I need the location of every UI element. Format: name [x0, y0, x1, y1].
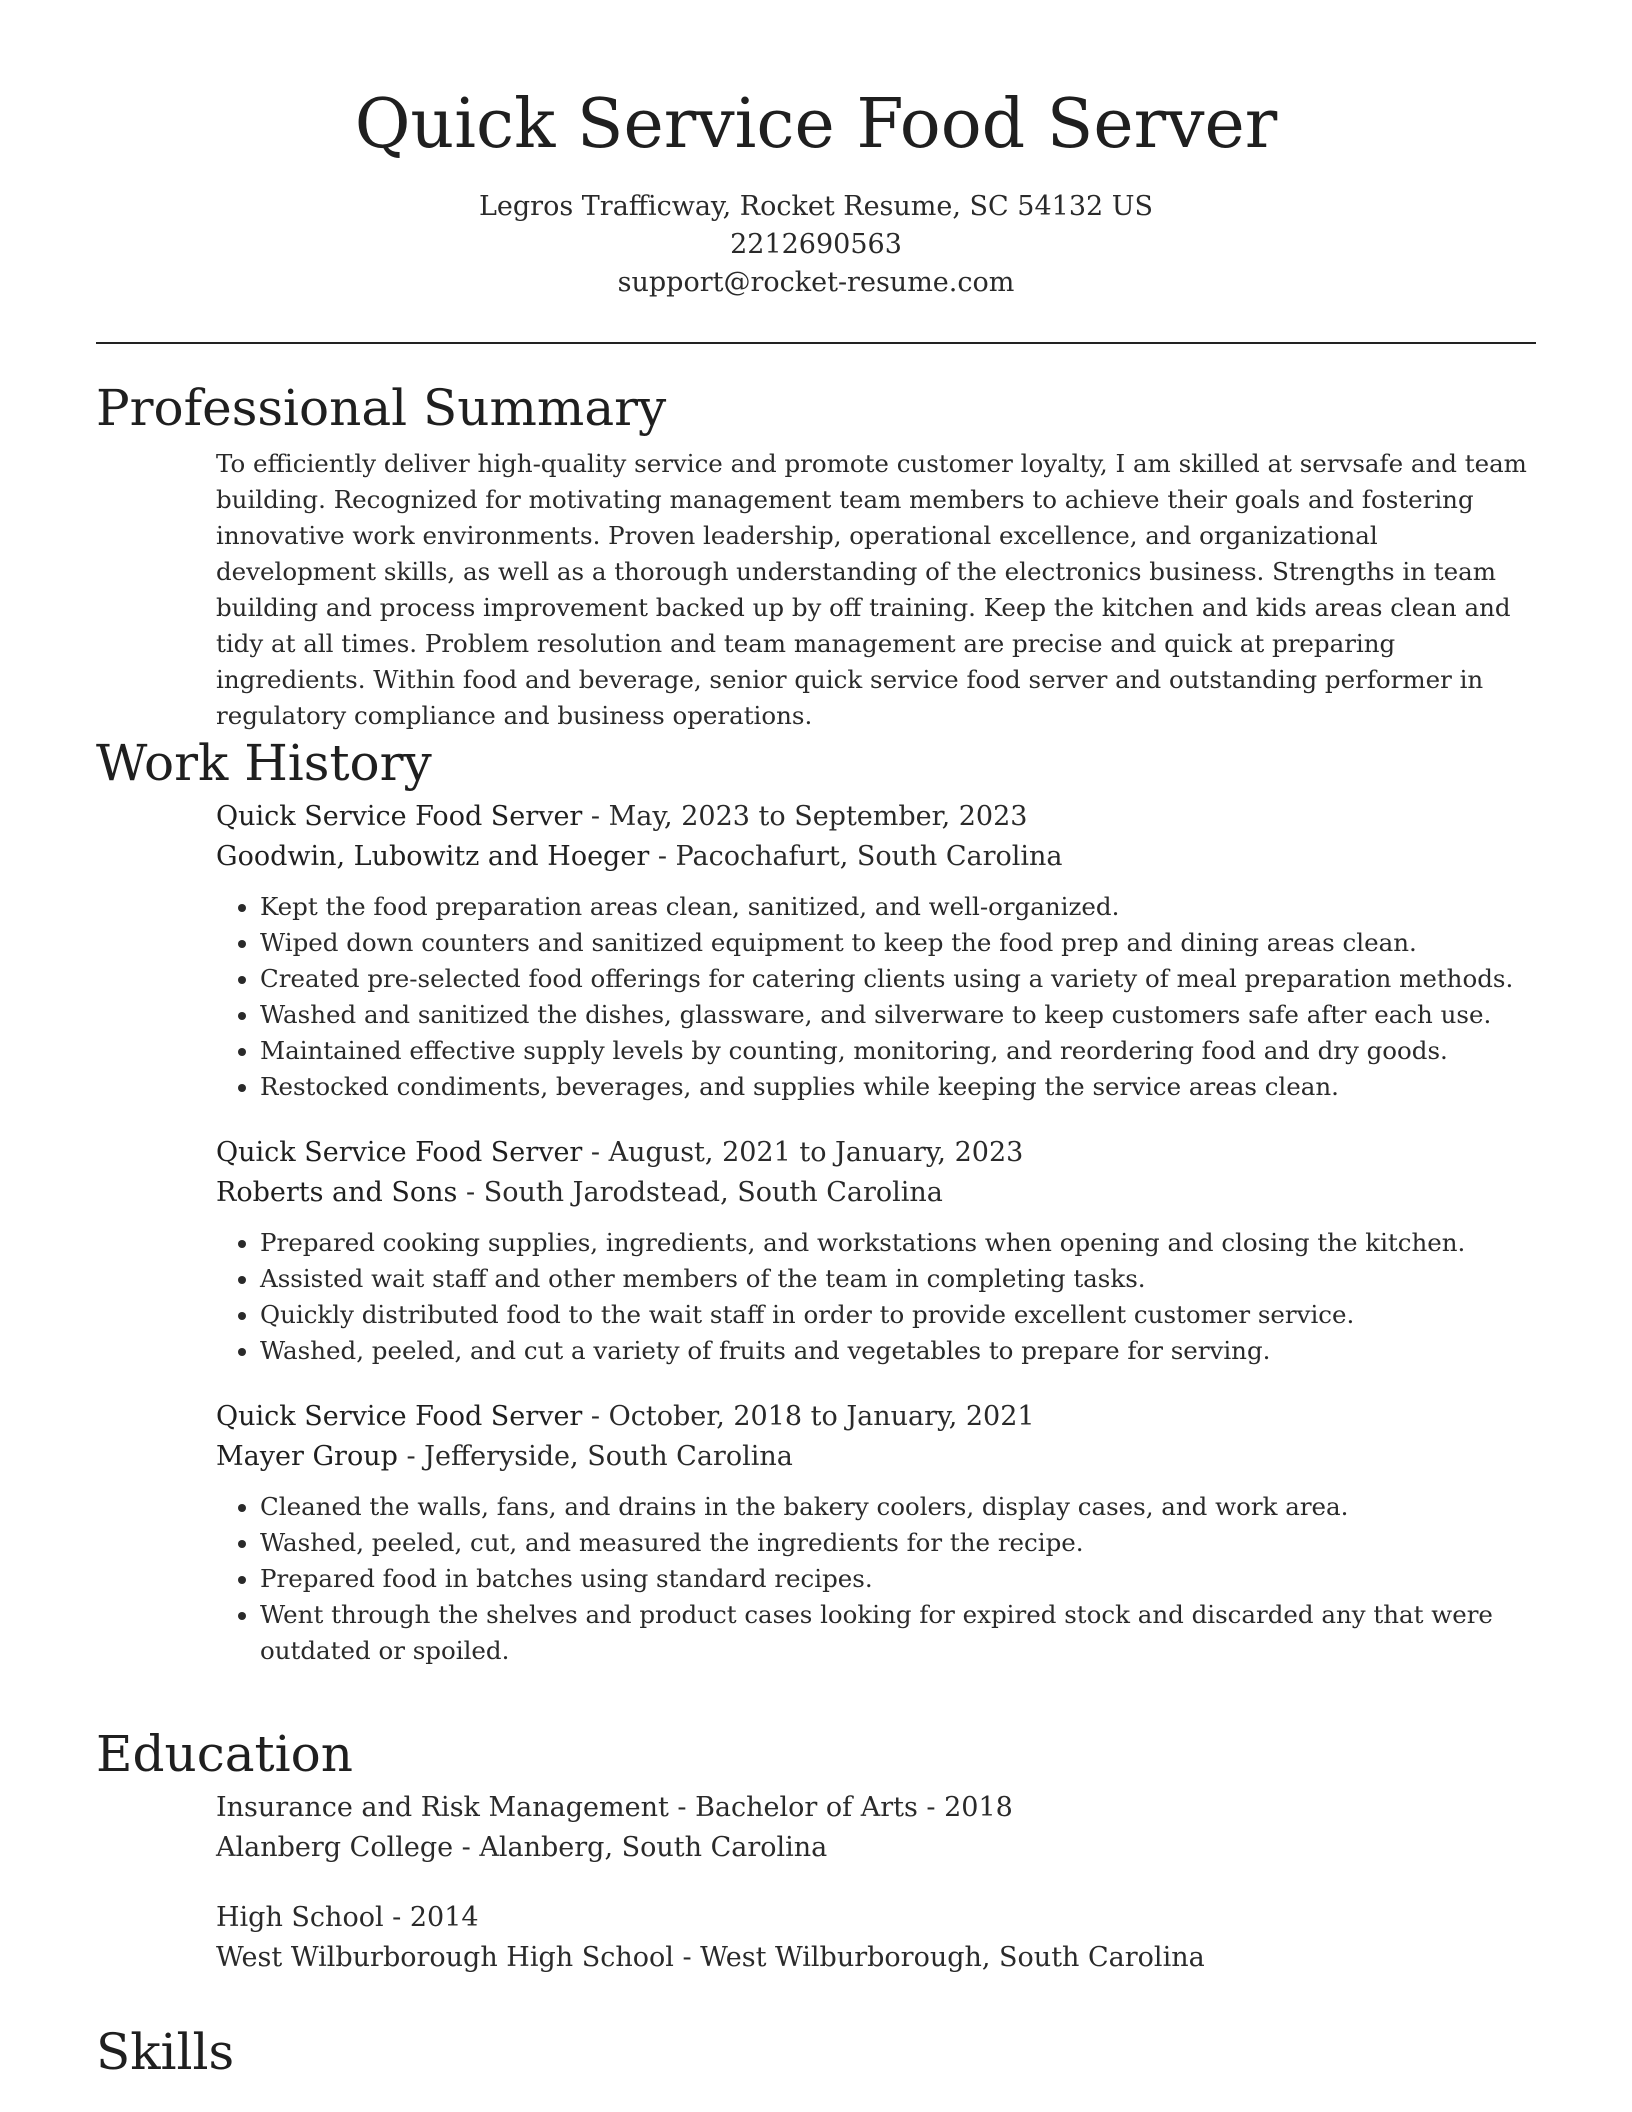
education-entry	[216, 1898, 1536, 1978]
skills-section	[96, 2020, 1536, 2084]
education-school-line	[216, 1938, 1536, 1978]
education-degree-line	[216, 1788, 1536, 1828]
job-bullet: • Washed, peeled, cut, and measured the ingredients for the recipe.	[260, 1525, 1536, 1561]
education-degree: Insurance and Risk Management - Bachelor of Arts	[216, 1792, 918, 1823]
job-bullet: • Washed, peeled, and cut a variety of fruits and vegetables to prepare for serving.	[260, 1333, 1536, 1369]
job-bullet: • Quickly distributed food to the wait staff in order to provide excellent customer service.	[260, 1297, 1536, 1333]
education-location: - West Wilburborough, South Carolina	[673, 1942, 1205, 1973]
education-school: Alanberg College	[216, 1832, 454, 1863]
job-location: - Pacochafurt, South Carolina	[649, 841, 1063, 872]
education-year: - 2014	[383, 1902, 479, 1933]
job-bullet: • Assisted wait staff and other members of the team in completing tasks.	[260, 1261, 1536, 1297]
work-history-section	[96, 731, 1536, 1669]
education-school-line	[216, 1828, 1536, 1868]
education-heading: Education	[96, 1725, 353, 1783]
skills-heading: Skills	[96, 2023, 235, 2081]
job-title-line	[216, 797, 1536, 837]
summary-text: To efficiently deliver high-quality service and promote customer loyalty, I am skilled at servsafe and team building. Recognized for motivating management team members to achieve their goals and fostering innovative work environments. Proven leadership, operational excellence, and organizational development skills, as well as a thorough understanding of the electronics business. Strengths in team building and process improvement backed up by off training. Keep the kitchen and kids areas clean and tidy at all times. Problem resolution and team management are precise and quick at preparing ingredients. Within food and beverage, senior quick service food server and outstanding performer in regulatory compliance and business operations.	[216, 449, 1527, 730]
summary-section	[96, 376, 1536, 734]
job-role: Quick Service Food Server	[216, 1401, 583, 1432]
job-bullet: • Washed and sanitized the dishes, glassware, and silverware to keep customers safe after each use.	[260, 997, 1536, 1033]
education-section	[96, 1722, 1536, 1978]
job-bullet: • Prepared food in batches using standard recipes.	[260, 1561, 1536, 1597]
job-entry	[216, 1133, 1536, 1369]
job-bullet: • Kept the food preparation areas clean, sanitized, and well-organized.	[260, 889, 1536, 925]
education-entry	[216, 1788, 1536, 1868]
job-company: Goodwin, Lubowitz and Hoeger	[216, 841, 650, 872]
job-bullet: • Restocked condiments, beverages, and supplies while keeping the service areas clean.	[260, 1069, 1536, 1105]
job-bullet: • Prepared cooking supplies, ingredients, and workstations when opening and closing the kitchen.	[260, 1225, 1536, 1261]
contact-phone: 2212690563	[730, 229, 902, 260]
job-role: Quick Service Food Server	[216, 801, 583, 832]
resume-name: Quick Service Food Server	[354, 85, 1278, 164]
job-location: - South Jarodstead, South Carolina	[457, 1177, 943, 1208]
education-school: West Wilburborough High School	[216, 1942, 674, 1973]
job-company: Mayer Group	[216, 1441, 398, 1472]
education-degree: High School	[216, 1902, 384, 1933]
job-entry	[216, 1397, 1536, 1669]
job-title-line	[216, 1133, 1536, 1173]
job-entry	[216, 797, 1536, 1105]
job-bullet: • Maintained effective supply levels by counting, monitoring, and reordering food and dry goods.	[260, 1033, 1536, 1069]
contact-address: Legros Trafficway, Rocket Resume, SC 54132 US	[478, 191, 1154, 222]
contact-email: support@rocket-resume.com	[617, 267, 1015, 298]
job-bullet: • Created pre-selected food offerings for catering clients using a variety of meal preparation methods.	[260, 961, 1536, 997]
job-bullets	[216, 1225, 1536, 1369]
education-year: - 2018	[917, 1792, 1013, 1823]
work-history-heading: Work History	[96, 734, 432, 792]
education-location: - Alanberg, South Carolina	[453, 1832, 828, 1863]
job-role: Quick Service Food Server	[216, 1137, 583, 1168]
job-location: - Jefferyside, South Carolina	[397, 1441, 793, 1472]
job-bullet: • Went through the shelves and product cases looking for expired stock and discarded any that were outdated or spoiled.	[260, 1597, 1536, 1669]
summary-heading: Professional Summary	[96, 379, 667, 437]
job-company-line	[216, 1437, 1536, 1477]
job-dates: - October, 2018 to January, 2021	[582, 1401, 1035, 1432]
resume-header	[0, 80, 1632, 302]
education-degree-line	[216, 1898, 1536, 1938]
job-company-line	[216, 837, 1536, 877]
job-bullets	[216, 1489, 1536, 1669]
job-bullets	[216, 889, 1536, 1105]
job-company: Roberts and Sons	[216, 1177, 458, 1208]
job-title-line	[216, 1397, 1536, 1437]
job-bullet: • Cleaned the walls, fans, and drains in the bakery coolers, display cases, and work area.	[260, 1489, 1536, 1525]
job-company-line	[216, 1173, 1536, 1213]
job-bullet: • Wiped down counters and sanitized equipment to keep the food prep and dining areas clean.	[260, 925, 1536, 961]
header-divider	[96, 342, 1536, 344]
job-dates: - May, 2023 to September, 2023	[582, 801, 1028, 832]
job-dates: - August, 2021 to January, 2023	[582, 1137, 1024, 1168]
